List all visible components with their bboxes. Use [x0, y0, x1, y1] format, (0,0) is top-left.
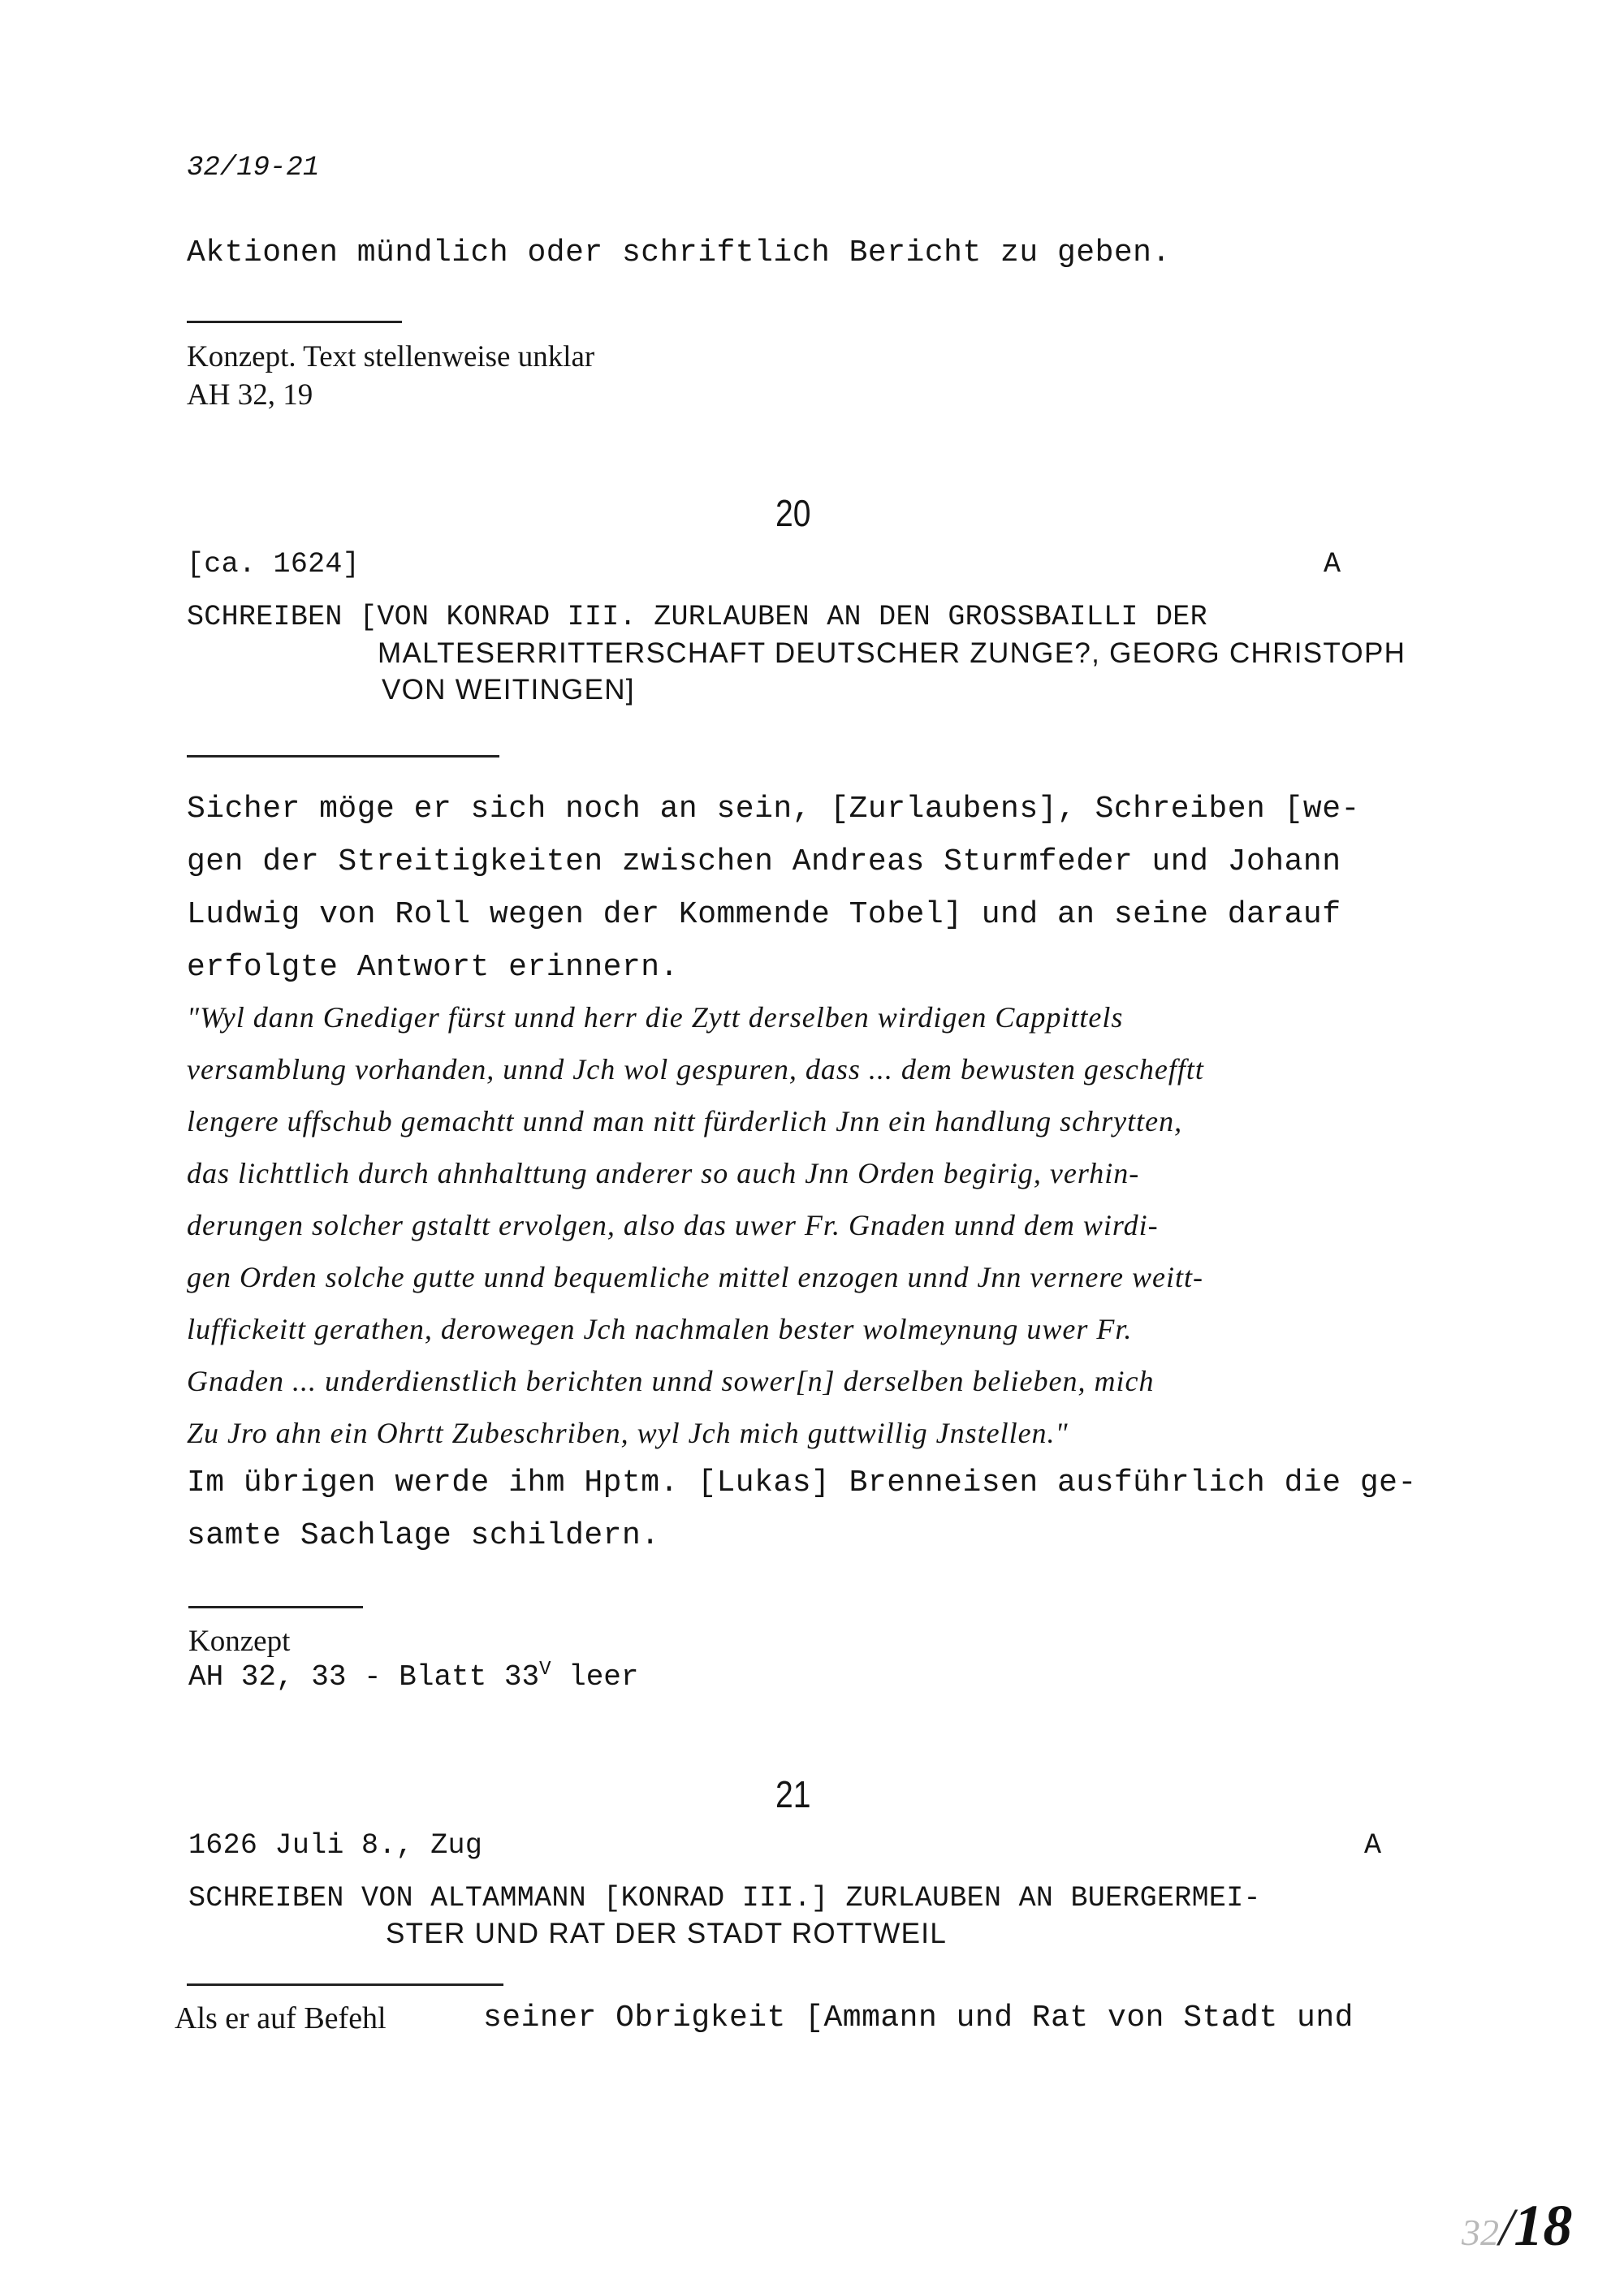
body-line: Ludwig von Roll wegen der Kommende Tobel] und an seine darauf	[187, 897, 1341, 932]
folio-faint: 32	[1462, 2212, 1499, 2253]
document-title-line: VON WEITINGEN]	[382, 674, 635, 706]
document-title-line: STER UND RAT DER STADT ROTTWEIL	[386, 1918, 948, 1949]
folio-page: 18	[1514, 2193, 1573, 2258]
divider	[187, 755, 499, 758]
note-line-2: AH 32, 19	[187, 378, 313, 412]
folio-number	[1462, 2192, 1572, 2260]
divider	[187, 1983, 503, 1986]
note-line-1: Konzept	[188, 1625, 291, 1658]
quote-line: Gnaden ... underdienstlich berichten unnd sower[n] derselben belieben, mich	[187, 1365, 1155, 1397]
quote-line: Zu Jro ahn ein Ohrtt Zubeschriben, wyl Jch mich guttwillig Jnstellen."	[187, 1417, 1069, 1449]
quote-line: "Wyl dann Gnediger fürst unnd herr die Zytt derselben wirdigen Cappittels	[187, 1001, 1124, 1034]
document-title-line: MALTESERRITTERSCHAFT DEUTSCHER ZUNGE?, GEORG CHRISTOPH	[378, 637, 1406, 669]
verso-superscript: V	[539, 1659, 551, 1681]
quote-line: derungen solcher gstaltt ervolgen, also das uwer Fr. Gnaden unnd dem wirdi-	[187, 1209, 1159, 1241]
note-text: leer	[551, 1660, 639, 1694]
document-title-line: SCHREIBEN VON ALTAMMANN [KONRAD III.] ZURLAUBEN AN BUERGERMEI-	[188, 1882, 1261, 1914]
document-number: 20	[775, 492, 811, 534]
document-marker: A	[1364, 1829, 1382, 1862]
body-line: seiner Obrigkeit [Ammann und Rat von Stadt und	[483, 2001, 1354, 2035]
body-line: Im übrigen werde ihm Hptm. [Lukas] Brenneisen ausführlich die ge-	[187, 1465, 1417, 1500]
quote-line: luffickeitt gerathen, derowegen Jch nachmalen bester wolmeynung uwer Fr.	[187, 1313, 1133, 1345]
page-reference: 32/19-21	[187, 153, 320, 183]
document-marker: A	[1324, 548, 1341, 581]
document-number: 21	[775, 1773, 811, 1815]
body-line: samte Sachlage schildern.	[187, 1518, 660, 1553]
note-line-1: Konzept. Text stellenweise unklar	[187, 340, 595, 373]
divider	[188, 1606, 363, 1608]
body-line: erfolgte Antwort erinnern.	[187, 950, 679, 985]
divider	[187, 321, 402, 323]
body-line: gen der Streitigkeiten zwischen Andreas Sturmfeder und Johann	[187, 844, 1341, 879]
note-text: AH 32, 33 - Blatt 33	[188, 1660, 540, 1694]
body-line-start: Als er auf Befehl	[175, 2001, 387, 2035]
document-date: [ca. 1624]	[187, 548, 361, 581]
note-line-2	[188, 1659, 639, 1694]
folio-separator: /	[1499, 2198, 1514, 2257]
continuation-text: Aktionen mündlich oder schriftlich Bericht zu geben.	[187, 235, 1171, 270]
body-line: Sicher möge er sich noch an sein, [Zurlaubens], Schreiben [we-	[187, 792, 1360, 827]
quote-line: das lichttlich durch ahnhalttung anderer so auch Jnn Orden begirig, verhin-	[187, 1157, 1140, 1189]
quote-line: lengere uffschub gemachtt unnd man nitt fürderlich Jnn ein handlung schrytten,	[187, 1105, 1183, 1137]
quote-line: gen Orden solche gutte unnd bequemliche mittel enzogen unnd Jnn vernere weitt-	[187, 1261, 1204, 1293]
quote-line: versamblung vorhanden, unnd Jch wol gespuren, dass ... dem bewusten geschefftt	[187, 1053, 1204, 1086]
document-title-line: SCHREIBEN [VON KONRAD III. ZURLAUBEN AN DEN GROSSBAILLI DER	[187, 601, 1207, 633]
document-date: 1626 Juli 8., Zug	[188, 1829, 483, 1862]
